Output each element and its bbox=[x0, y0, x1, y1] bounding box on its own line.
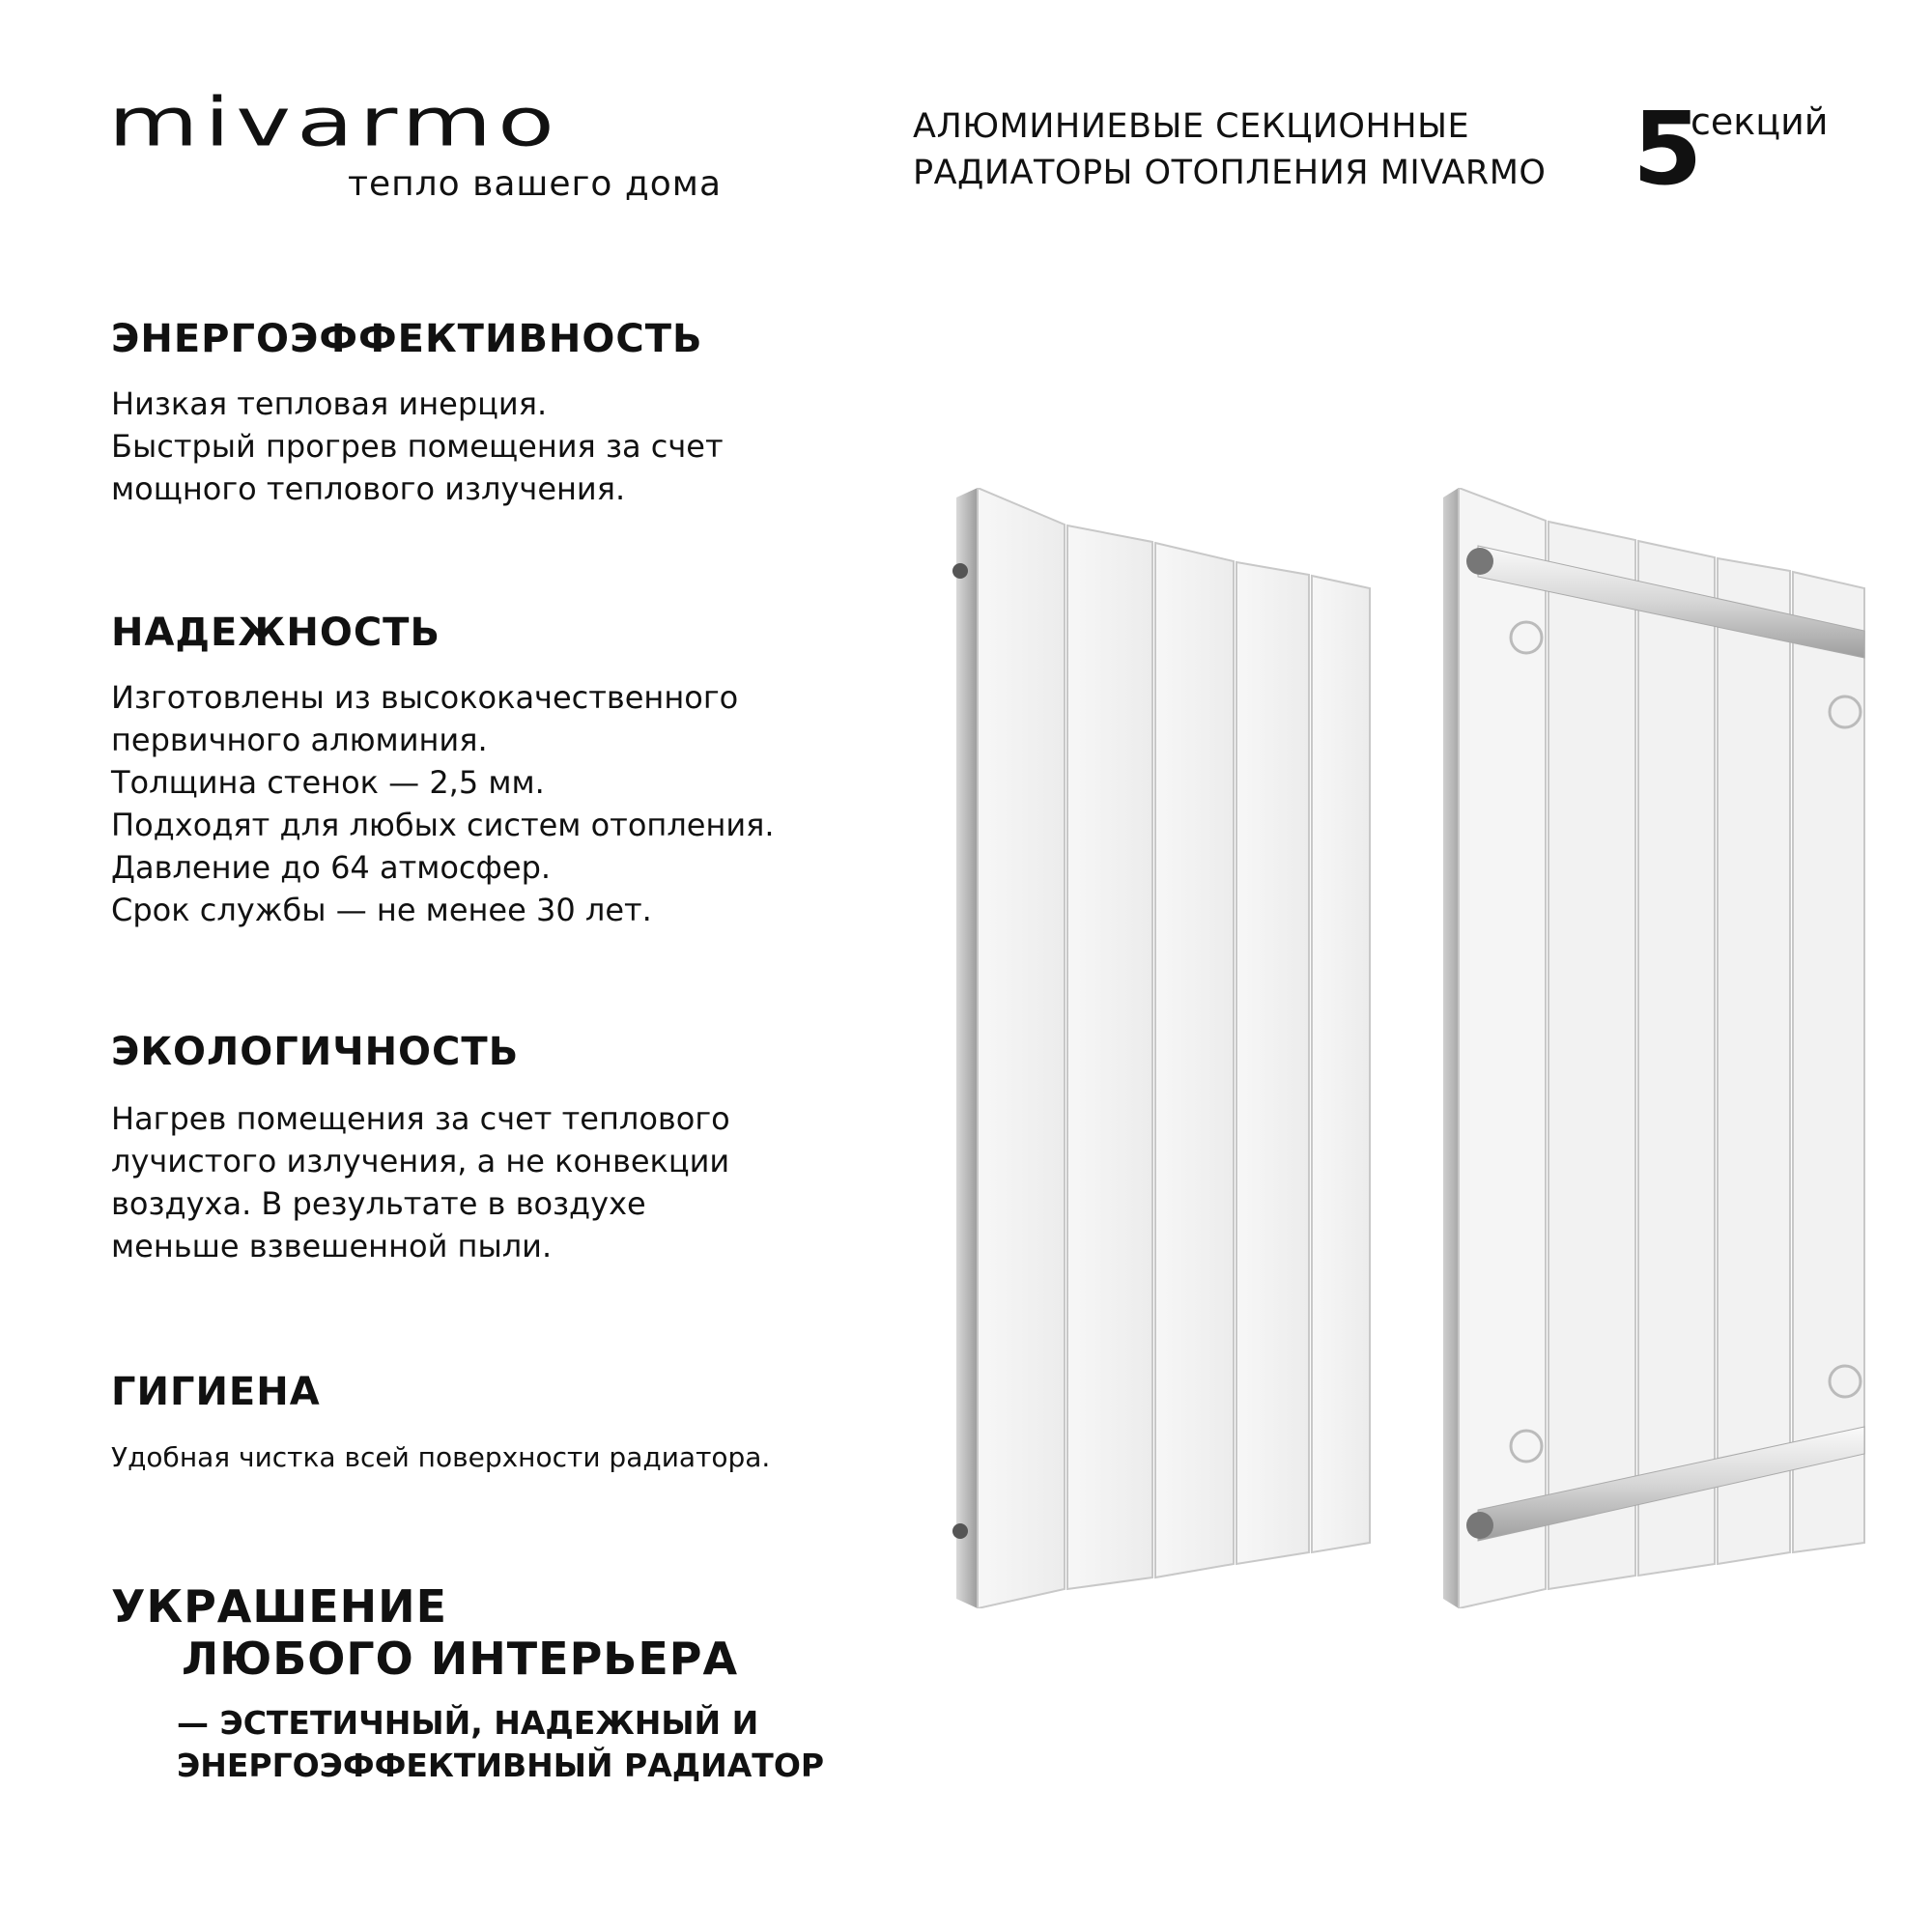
product-title-line-1: АЛЮМИНИЕВЫЕ СЕКЦИОННЫЕ bbox=[913, 107, 1470, 146]
feature-heading-reliability: НАДЕЖНОСТЬ bbox=[111, 611, 440, 655]
feature-text-energy bbox=[111, 383, 724, 510]
feature-text-hygiene: Удобная чистка всей поверхности радиатора. bbox=[111, 1441, 771, 1473]
feature-text-ecology bbox=[111, 1097, 730, 1267]
feature-line: Нагрев помещения за счет теплового bbox=[111, 1100, 730, 1137]
feature-line: лучистого излучения, а не конвекции bbox=[111, 1143, 730, 1179]
decoration-subtitle bbox=[177, 1702, 824, 1787]
feature-line: Толщина стенок — 2,5 мм. bbox=[111, 764, 545, 801]
feature-heading-energy: ЭНЕРГОЭФФЕКТИВНОСТЬ bbox=[111, 317, 703, 361]
product-title-line-2: РАДИАТОРЫ ОТОПЛЕНИЯ MIVARMO bbox=[913, 154, 1547, 192]
section-unit: секций bbox=[1690, 100, 1829, 143]
decoration-title-line-2: ЛЮБОГО ИНТЕРЬЕРА bbox=[182, 1633, 739, 1685]
brand-logo: mivarmo bbox=[108, 83, 560, 161]
product-title bbox=[913, 103, 1546, 196]
feature-heading-ecology: ЭКОЛОГИЧНОСТЬ bbox=[111, 1030, 520, 1074]
section-count: 5 bbox=[1633, 90, 1703, 208]
feature-line: воздуха. В результате в воздухе bbox=[111, 1185, 646, 1222]
decoration-title-line-1: УКРАШЕНИЕ bbox=[111, 1580, 448, 1633]
feature-line: Срок службы — не менее 30 лет. bbox=[111, 892, 652, 928]
feature-line: первичного алюминия. bbox=[111, 722, 488, 758]
feature-heading-hygiene: ГИГИЕНА bbox=[111, 1370, 321, 1414]
decoration-subtitle-line-1: — ЭСТЕТИЧНЫЙ, НАДЕЖНЫЙ И bbox=[177, 1704, 759, 1742]
radiator-back-image bbox=[1420, 488, 1884, 1608]
feature-line: Изготовлены из высококачественного bbox=[111, 679, 739, 716]
brand-tagline: тепло вашего дома bbox=[348, 164, 723, 204]
feature-line: Быстрый прогрев помещения за счет bbox=[111, 428, 724, 465]
feature-text-reliability bbox=[111, 676, 775, 931]
feature-line: Подходят для любых систем отопления. bbox=[111, 807, 775, 843]
feature-line: мощного теплового излучения. bbox=[111, 470, 626, 507]
feature-line: Давление до 64 атмосфер. bbox=[111, 849, 552, 886]
feature-line: Низкая тепловая инерция. bbox=[111, 385, 548, 422]
radiator-front-image bbox=[918, 488, 1381, 1608]
decoration-subtitle-line-2: ЭНЕРГОЭФФЕКТИВНЫЙ РАДИАТОР bbox=[177, 1747, 825, 1784]
feature-line: меньше взвешенной пыли. bbox=[111, 1228, 553, 1264]
